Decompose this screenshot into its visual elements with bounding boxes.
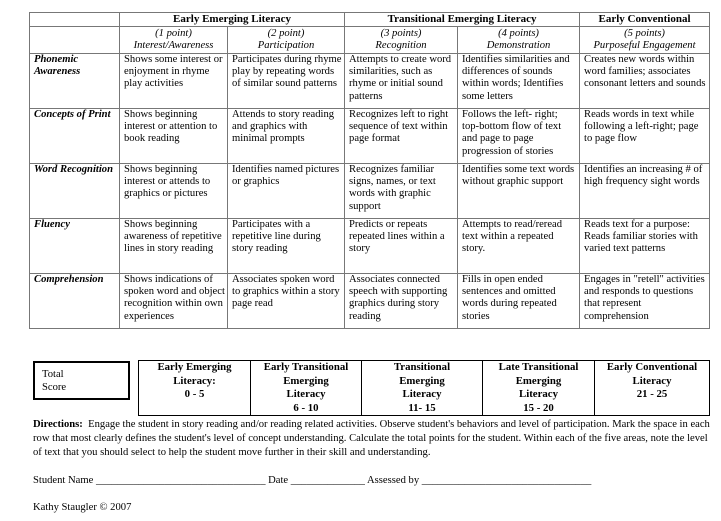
column-header: (1 point) Interest/Awareness — [120, 27, 228, 54]
score-levels-table — [138, 360, 710, 416]
column-header: (2 point) Participation — [228, 27, 345, 54]
rubric-table — [29, 12, 710, 329]
rubric-cell[interactable]: Identifies an increasing # of high frequency sight words — [580, 164, 710, 219]
rubric-cell[interactable]: Predicts or repeats repeated lines within a story — [345, 219, 458, 274]
rubric-cell[interactable]: Recognizes left to right sequence of text within page format — [345, 109, 458, 164]
copyright-text: Kathy Staugler © 2007 — [33, 502, 132, 513]
rubric-cell[interactable]: Associates connected speech with supporting graphics during story reading — [345, 274, 458, 329]
total-score-label: Score — [42, 382, 67, 393]
total-score-label: Total — [42, 369, 64, 380]
group-header: Early Conventional — [580, 13, 710, 27]
table-row — [30, 109, 710, 164]
rubric-cell[interactable]: Associates spoken word to graphics within a story page read — [228, 274, 345, 329]
score-level-cell: Early Transitional Emerging Literacy 6 - 10 — [251, 361, 362, 416]
rubric-cell[interactable]: Attempts to read/reread text within a repeated story. — [458, 219, 580, 274]
rubric-group-header-row — [30, 13, 710, 27]
corner-cell — [30, 13, 120, 27]
signature-line — [33, 474, 591, 487]
rubric-subheader-row — [30, 27, 710, 54]
rubric-cell[interactable]: Fills in open ended sentences and omitted words during repeated stories — [458, 274, 580, 329]
table-row — [30, 274, 710, 329]
rubric-cell[interactable]: Recognizes familiar signs, names, or text words with graphic support — [345, 164, 458, 219]
corner-cell — [30, 27, 120, 54]
row-label: Word Recognition — [30, 164, 120, 219]
rubric-cell[interactable]: Creates new words within word families; associates consonant letters and sounds — [580, 54, 710, 109]
assessed-by-field[interactable]: ________________________________ — [421, 475, 592, 486]
column-header: (5 points) Purposeful Engagement — [580, 27, 710, 54]
student-name-field[interactable]: ________________________________ — [95, 475, 266, 486]
table-row — [30, 219, 710, 274]
column-header: (3 points) Recognition — [345, 27, 458, 54]
directions-paragraph — [33, 418, 713, 459]
column-header: (4 points) Demonstration — [458, 27, 580, 54]
score-level-cell: Early Emerging Literacy: 0 - 5 — [139, 361, 251, 416]
rubric-cell[interactable]: Participates during rhyme play by repeating words of similar sound patterns — [228, 54, 345, 109]
score-levels-row — [139, 361, 710, 416]
directions-text: Engage the student in story reading and/or reading related activities. Observe student's behaviors and level of participation. Mark the space in each row that most clearly defines the student's level of concept understanding. Calculate the total points for the student. Within each of the five areas, note the level of text that you should select to help the student move further in their skill and understanding. — [33, 419, 710, 458]
student-name-label: Student Name — [33, 475, 94, 486]
row-label: Fluency — [30, 219, 120, 274]
row-label: Phonemic Awareness — [30, 54, 120, 109]
rubric-cell[interactable]: Reads words in text while following a left-right; page to page flow — [580, 109, 710, 164]
rubric-cell[interactable]: Attempts to create word similarities, such as rhyme or initial sound patterns — [345, 54, 458, 109]
total-score-box[interactable] — [33, 361, 130, 400]
rubric-cell[interactable]: Shows some interest or enjoyment in rhyme play activities — [120, 54, 228, 109]
rubric-cell[interactable]: Shows beginning awareness of repetitive lines in story reading — [120, 219, 228, 274]
rubric-cell[interactable]: Identifies named pictures or graphics — [228, 164, 345, 219]
rubric-cell[interactable]: Engages in "retell" activities and responds to questions that represent comprehension — [580, 274, 710, 329]
rubric-cell[interactable]: Shows indications of spoken word and object recognition within own experiences — [120, 274, 228, 329]
rubric-cell[interactable]: Attends to story reading and graphics with minimal prompts — [228, 109, 345, 164]
date-label: Date — [268, 475, 289, 486]
rubric-cell[interactable]: Shows beginning interest or attends to graphics or pictures — [120, 164, 228, 219]
rubric-cell[interactable]: Reads text for a purpose: Reads familiar stories with varied text patterns — [580, 219, 710, 274]
table-row — [30, 54, 710, 109]
row-label: Comprehension — [30, 274, 120, 329]
assessed-by-label: Assessed by — [367, 475, 420, 486]
rubric-cell[interactable]: Identifies some text words without graphic support — [458, 164, 580, 219]
score-level-cell: Transitional Emerging Literacy 11- 15 — [362, 361, 483, 416]
score-level-cell: Late Transitional Emerging Literacy 15 - 20 — [483, 361, 595, 416]
row-label: Concepts of Print — [30, 109, 120, 164]
rubric-cell[interactable]: Shows beginning interest or attention to book reading — [120, 109, 228, 164]
directions-label: Directions: — [33, 419, 83, 430]
group-header: Early Emerging Literacy — [120, 13, 345, 27]
table-row — [30, 164, 710, 219]
group-header: Transitional Emerging Literacy — [345, 13, 580, 27]
rubric-cell[interactable]: Identifies similarities and differences of sounds within words; Identifies some letters — [458, 54, 580, 109]
score-level-cell: Early Conventional Literacy 21 - 25 — [595, 361, 710, 416]
rubric-cell[interactable]: Participates with a repetitive line during story reading — [228, 219, 345, 274]
date-field[interactable]: ______________ — [290, 475, 365, 486]
rubric-cell[interactable]: Follows the left- right; top-bottom flow of text and page to page progression of stories — [458, 109, 580, 164]
